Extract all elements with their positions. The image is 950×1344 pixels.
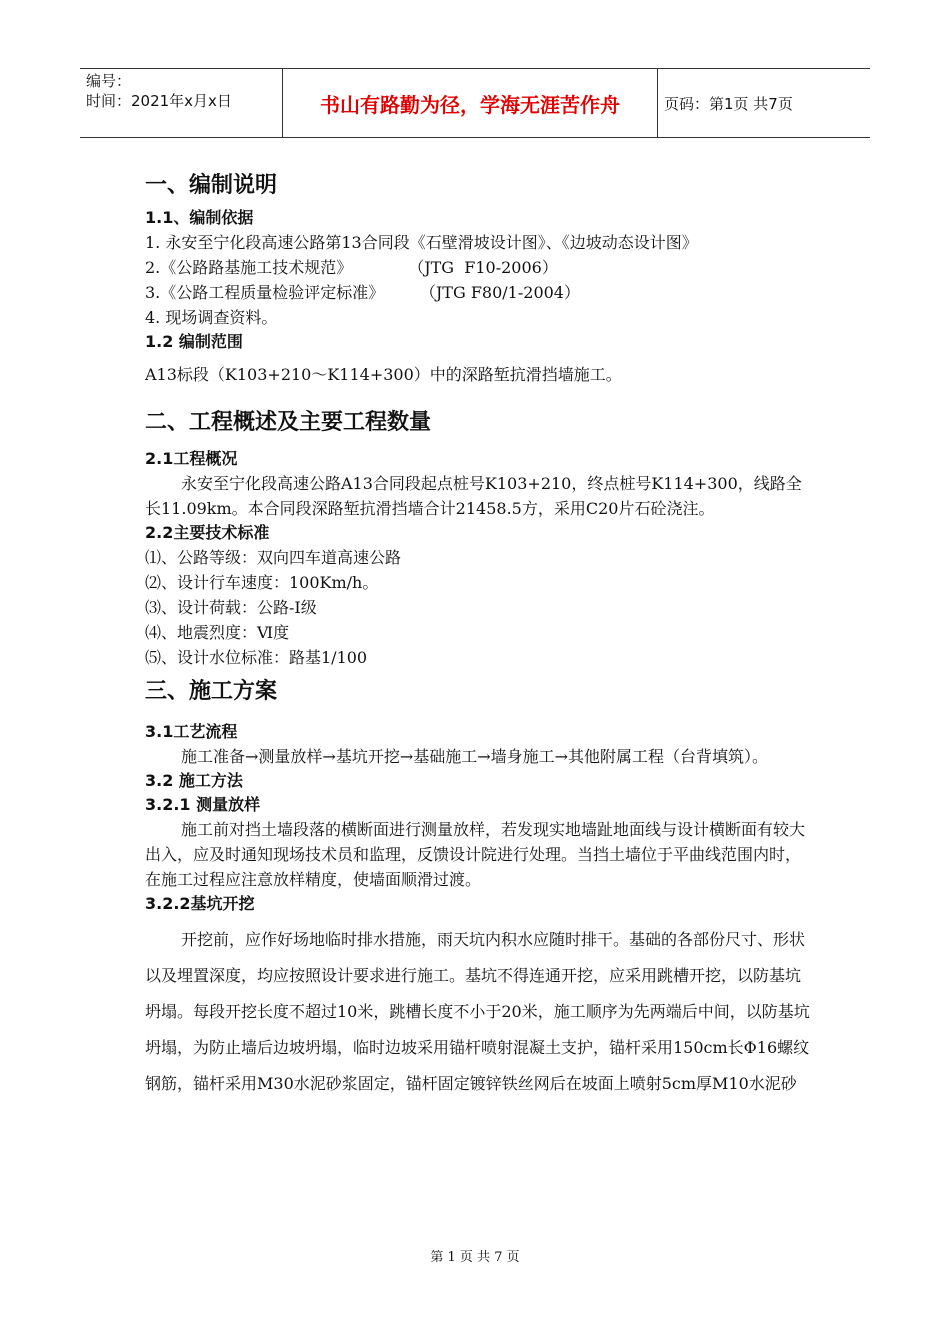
standard-item: ⑴、公路等级：双向四车道高速公路 bbox=[145, 548, 402, 567]
section-2-1-title: 2.1工程概况 bbox=[145, 449, 238, 468]
header-motto: 书山有路勤为径，学海无涯苦作舟 bbox=[282, 69, 658, 137]
standard-item: ⑵、设计行车速度：100Km/h。 bbox=[145, 573, 379, 592]
date-label: 时间：2021年x月x日 bbox=[86, 92, 232, 110]
basis-item: 4. 现场调查资料。 bbox=[145, 308, 278, 327]
section-1-1-title: 1.1、编制依据 bbox=[145, 208, 254, 227]
section-3-2-2-title: 3.2.2基坑开挖 bbox=[145, 894, 255, 913]
section-3-2-title: 3.2 施工方法 bbox=[145, 771, 243, 790]
basis-item: 1. 永安至宁化段高速公路第13合同段《石壁滑坡设计图》、《边坡动态设计图》 bbox=[145, 233, 698, 252]
scope-text: A13标段（K103+210～K114+300）中的深路堑抗滑挡墙施工。 bbox=[145, 365, 622, 384]
overview-text: 永安至宁化段高速公路A13合同段起点桩号K103+210，终点桩号K114+300，线路全长11.09km。本合同段深路堑抗滑挡墙合计21458.5方，采用C20片石砼浇注。 bbox=[145, 474, 802, 518]
header-meta bbox=[86, 71, 280, 111]
page-footer: 第 1 页 共 7 页 bbox=[430, 1250, 520, 1265]
section-2-2-title: 2.2主要技术标准 bbox=[145, 523, 270, 542]
survey-text: 施工前对挡土墙段落的横断面进行测量放样，若发现实地墙趾地面线与设计横断面有较大出入，应及时通知现场技术员和监理，反馈设计院进行处理。当挡土墙位于平曲线范围内时，在施工过程应注意放样精度，使墙面顺滑过渡。 bbox=[145, 820, 806, 889]
standard-item: ⑶、设计荷载：公路-Ⅰ级 bbox=[145, 598, 317, 617]
section-1-title: 一、编制说明 bbox=[145, 173, 278, 198]
section-1-2-title: 1.2 编制范围 bbox=[145, 332, 243, 351]
basis-item: 2.《公路路基施工技术规范》 （JTG F10-2006） bbox=[145, 258, 558, 277]
header-table bbox=[80, 68, 870, 138]
standard-item: ⑸、设计水位标准：路基1/100 bbox=[145, 648, 368, 667]
process-flow-text: 施工准备→测量放样→基坑开挖→基础施工→墙身施工→其他附属工程（台背填筑）。 bbox=[181, 747, 769, 766]
excavation-text: 开挖前，应作好场地临时排水措施，雨天坑内积水应随时排干。基础的各部份尺寸、形状以及埋置深度，均应按照设计要求进行施工。基坑不得连通开挖，应采用跳槽开挖，以防基坑坍塌。每段开挖长度不超过10米，跳槽长度不小于20米，施工顺序为先两端后中间，以防基坑坍塌，为防止墙后边坡坍塌，临时边坡采用锚杆喷射混凝土支护，锚杆采用150cm长Φ16螺纹钢筋，锚杆采用M30水泥砂浆固定，锚杆固定镀锌铁丝网后在坡面上喷射5cm厚M10水泥砂 bbox=[145, 930, 810, 1093]
document-body bbox=[145, 166, 815, 1102]
section-3-2-1-title: 3.2.1 测量放样 bbox=[145, 795, 261, 814]
basis-item: 3.《公路工程质量检验评定标准》 （JTG F80/1-2004） bbox=[145, 283, 580, 302]
number-label: 编号： bbox=[86, 72, 132, 90]
section-2-title: 二、工程概述及主要工程数量 bbox=[145, 410, 432, 435]
section-3-1-title: 3.1工艺流程 bbox=[145, 722, 238, 741]
section-3-title: 三、施工方案 bbox=[145, 679, 278, 704]
standard-item: ⑷、地震烈度：Ⅵ度 bbox=[145, 623, 290, 642]
header-page-code: 页码：第1页 共7页 bbox=[664, 95, 793, 113]
